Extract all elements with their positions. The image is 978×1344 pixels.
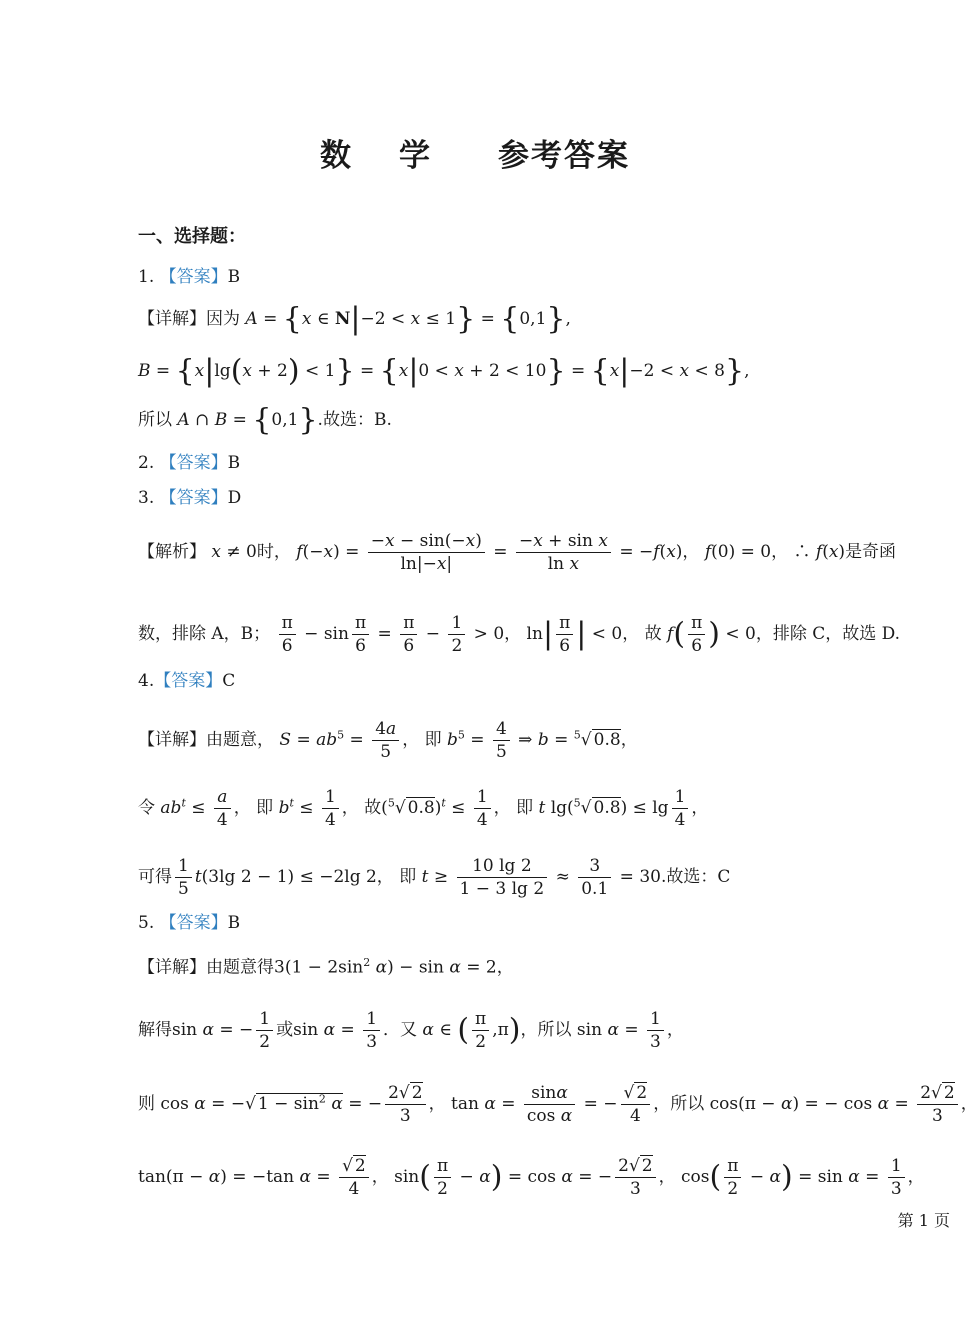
q1-comma: , bbox=[565, 309, 571, 329]
q5-detail-line4: tan(π − α) = −tan α = $\frac{√ 2}{4}$ ， sin( $\frac{\pi}{2}$ − α) = cos α = − $\frac{2√ 2}{3}$ ， cos( $\frac{\pi}{2}$ − α) = sin α = $\frac{1}{3}$ ， bbox=[138, 1156, 925, 1199]
q4-conclusion: .故选：C bbox=[660, 867, 731, 887]
q3-answer-line bbox=[138, 487, 241, 509]
q3-detail-line2: 数，排除 A，B； $\frac{\pi}{6}$ − sin $\frac{\pi}{6}$ = $\frac{\pi}{6}$ − $\frac{1}{2}$ > 0， ln| $\frac{\pi}{6}$ | < 0， 故 f( $\frac{\pi}{6}$ ) < 0，排除 C，故选 D. bbox=[138, 613, 901, 656]
q5-line2-intro: 解得 bbox=[138, 1020, 172, 1040]
q1-detail-line2: B = {x|lg(x + 2) < 1} = {x|0 < x + 2 < 10} = {x|−2 < x < 8}, bbox=[138, 353, 750, 389]
title-word-answers: 参考答案 bbox=[498, 138, 630, 174]
q5-detail-line2: 解得sin α = − $\frac{1}{2}$ 或sin α = $\frac{1}{3}$ ．又 α ∈ ( $\frac{\pi}{2}$ ,π)，所以 sin α = $\frac{1}{3}$ ， bbox=[138, 1009, 684, 1052]
q2-answer-tag: 【答案】 bbox=[159, 453, 228, 473]
q1-detail-label: 【详解】 bbox=[138, 309, 206, 329]
q3-gu: 故 bbox=[644, 624, 662, 644]
q1-answer-line bbox=[138, 266, 240, 288]
q1-detail-line3: 所以 A ∩ B = {0,1}.故选：B. bbox=[138, 402, 392, 438]
q3-answer-tag: 【答案】 bbox=[159, 488, 228, 508]
q4-answer-tag: 【答案】 bbox=[154, 671, 223, 691]
q5-suoyi-1: ，所以 bbox=[520, 1020, 572, 1040]
q2-number: 2. bbox=[138, 453, 155, 473]
title-word-math-1: 数 bbox=[320, 138, 353, 174]
q4-line2-intro: 令 bbox=[138, 798, 155, 818]
q5-you: ．又 bbox=[383, 1020, 418, 1040]
q1-answer-value: B bbox=[227, 267, 241, 287]
q4-detail-label: 【详解】 bbox=[138, 730, 206, 750]
q4-intro: 由题意， bbox=[206, 730, 274, 750]
q4-gu: 故 bbox=[364, 798, 382, 818]
q1-answer-tag: 【答案】 bbox=[159, 267, 228, 287]
q5-intro: 由题意得 bbox=[206, 957, 274, 978]
q4-ji-2: 即 bbox=[256, 798, 274, 818]
q4-answer-line bbox=[138, 670, 235, 692]
q5-trailing-comma: ， bbox=[907, 1167, 925, 1187]
q3-number: 3. bbox=[138, 488, 155, 508]
q5-answer-line bbox=[138, 912, 240, 934]
q5-huo: 或 bbox=[276, 1020, 294, 1040]
q3-odd-text: 是奇函 bbox=[845, 542, 897, 562]
q5-detail-line1: 【详解】由题意得$3(1 - 2\sin^2$ α) − sin α = 2， bbox=[138, 956, 514, 978]
page-title bbox=[0, 130, 950, 175]
q4-line3-intro: 可得 bbox=[138, 867, 172, 887]
q3-detail-line1: 【解析】 x ≠ 0时， f(−x) = $\frac{-x - \sin(-x)}{\ln|-x|}$ = $\frac{\text{−x + sin x}}{\text{ln x}}$ = −f(x)， f(0) = 0， ∴ f(x)是奇函 bbox=[138, 531, 897, 574]
q4-detail-line2: 令 $ab^t$ ≤ $\frac{a}{4}$ ， 即 $b^t$ ≤ $\frac{1}{4}$ ， 故($^5$√ 0.8)$^t$ ≤ $\frac{1}{4}$ ， 即 t lg($^5$√ 0.8) ≤ lg $\frac{1}{4}$ ， bbox=[138, 787, 709, 830]
q3-answer-value: D bbox=[227, 488, 242, 508]
q2-answer-line bbox=[138, 452, 240, 474]
q4-detail-line3: 可得 $\frac{1}{5}$ t(3lg 2 − 1) ≤ −2lg 2， 即 t ≥ $\frac{10 \lg 2}{1 - 3 \lg 2}$ ≈ $\frac{3}{0.1}$ = 30.故选：C bbox=[138, 856, 731, 899]
q4-detail-line1: 【详解】由题意， $S = ab^5$ = $\frac{4a}{5}$ ， 即 $b^5$ = $\frac{4}{5}$ ⇒ b = $^5$√ 0.8， bbox=[138, 719, 638, 762]
q3-detail-label: 【解析】 bbox=[138, 542, 206, 562]
q5-number: 5. bbox=[138, 913, 155, 933]
q4-ji-3: 即 bbox=[516, 798, 534, 818]
q5-detail-line3: 则 cos α = −√ $1 - \sin^2 \alpha$ = − $\frac{2√ 2}{3}$ ， tan α = $\frac{\sin\alpha}{\text{cos α}}$ = − $\frac{√ 2}{4}$ ，所以 cos(π − α) = − cos α = $\frac{2√ 2}{3}$ ， bbox=[138, 1083, 978, 1126]
q1-line3-intro: 所以 bbox=[138, 410, 172, 430]
q3-when: 时， bbox=[256, 542, 291, 562]
q2-answer-value: B bbox=[227, 453, 241, 473]
q4-ji-1: 即 bbox=[424, 730, 442, 750]
q5-detail-label: 【详解】 bbox=[138, 957, 206, 978]
q3-conclusion: ，排除 C，故选 D. bbox=[755, 624, 901, 644]
q1-detail-line1: 【详解】因为 A = {x ∈ N|−2 < x ≤ 1} = {0,1}, bbox=[138, 301, 571, 337]
page-number: 第 1 页 bbox=[897, 1211, 950, 1230]
q5-answer-tag: 【答案】 bbox=[159, 913, 228, 933]
q5-line3-intro: 则 bbox=[138, 1094, 155, 1114]
q4-ji-4: 即 bbox=[399, 867, 417, 887]
q3-line2-intro: 数，排除 A，B； bbox=[138, 624, 271, 644]
q5-answer-value: B bbox=[227, 913, 241, 933]
q4-answer-value: C bbox=[222, 671, 236, 691]
q4-number: 4. bbox=[138, 671, 155, 691]
q1-number: 1. bbox=[138, 267, 155, 287]
q1-conclusion: .故选：B. bbox=[317, 410, 392, 430]
q1-intro: 因为 bbox=[206, 309, 240, 329]
section-heading: 一、选择题： bbox=[138, 226, 246, 247]
q5-suoyi-2: ，所以 bbox=[653, 1094, 705, 1114]
title-word-math-2: 学 bbox=[399, 138, 432, 174]
